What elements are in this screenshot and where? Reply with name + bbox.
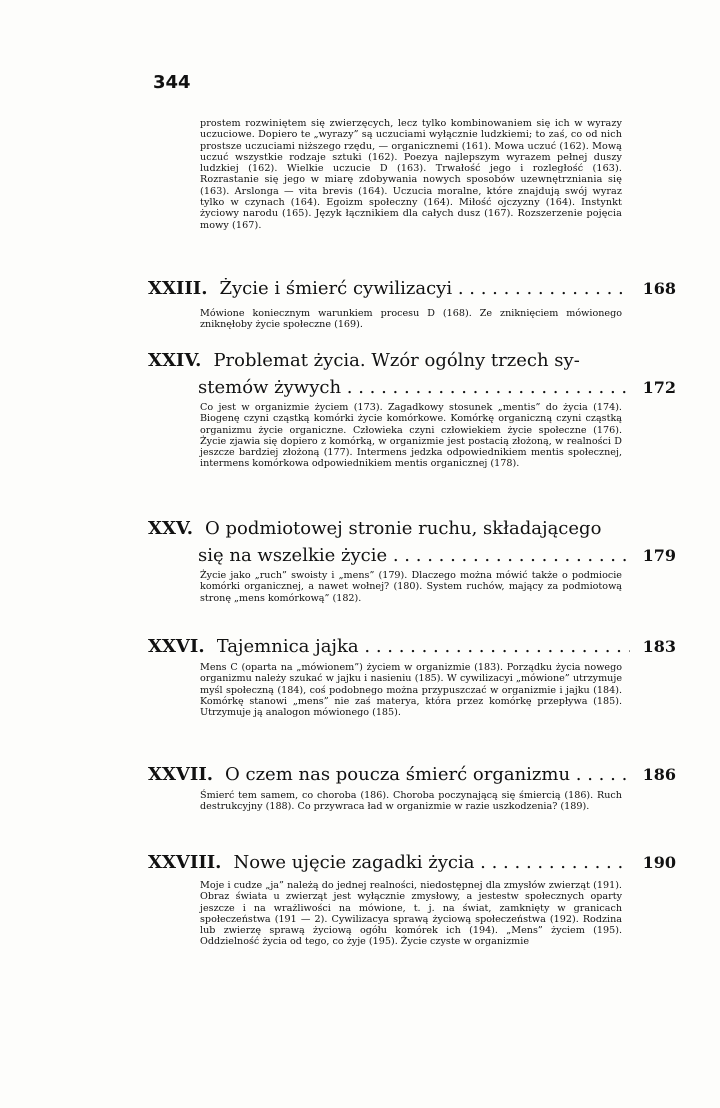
chapter-xxiii — [148, 272, 676, 299]
chapter-title-line2: stemów żywych . . . — [198, 377, 630, 398]
chapter-xxviii-summary: Moje i cudze „ja” należą do jednej realności, niedostępnej dla zmysłów zwierząt (191). Obraz świata u zwierząt jest wyłącznie zmysłowy, a jestestw społecznych oparty jeszcze i na wrażliwości na mówione, t. j. na świat, zamknięty w granicach społeczeństwa (191 — 2). Cywilizacya sprawą życiową społeczeństwa (192). Rodzina lub zwierzę sprawą życiową ogółu komórek ich (194). „Mens” życiem (195). Oddzielność życia od tego, co żyje (195). Życie czyste w organizmie — [200, 880, 622, 948]
chapter-title: O podmiotowej stronie ruchu, składającego — [205, 518, 602, 539]
chapter-xxiv — [148, 350, 676, 398]
intro-paragraph: prostem rozwiniętem się zwierzęcych, lecz tylko kombinowaniem się ich w wyrazy uczuciowe. Dopiero te „wyrazy” są uczuciami wyłącznie ludzkiemi; to zaś, co od nich prostsze uczuciami niższego rzędu, — organicznemi (161). Mowa uczuć (162). Mową uczuć wszystkie rodzaje sztuki (162). Poezya najlepszym wyrazem pełnej duszy ludzkiej (162). Wielkie uczucie D (163). Trwałość jego i rozległość (163). Rozrastanie się jego w miarę zdobywania nowych sposobów uzewnętrzniania się (163). Arslonga — vita brevis (164). Uczucia moralne, które znajdują swój wyraz tylko w czynach (164). Egoizm społeczny (164). Miłość ojczyzny (164). Instynkt życiowy narodu (165). Język łącznikiem dla całych dusz (167). Rozszerzenie pojęcia mowy (167). — [200, 118, 622, 231]
chapter-xxvii-summary: Śmierć tem samem, co choroba (186). Choroba poczynającą się śmiercią (186). Ruch destrukcyjny (188). Co przywraca ład w organizmie w razie uszkodzenia? (189). — [200, 790, 622, 813]
chapter-title: Życie i śmierć cywilizacyi . . . — [219, 278, 630, 299]
chapter-xxv-summary: Życie jako „ruch” swoisty i „mens” (179). Dlaczego można mówić także o podmiocie komórki organicznej, a nawet wołnej? (180). System ruchów, mający za podmiotową stronę „mens komórkową” (182). — [200, 570, 622, 604]
chapter-xxiii-summary: Mówione koniecznym warunkiem procesu D (168). Ze zniknięciem mówionego zniknęłoby życie społeczne (169). — [200, 308, 622, 331]
chapter-title: O czem nas poucza śmierć organizmu . . . — [225, 764, 630, 785]
chapter-xxiv-summary: Co jest w organizmie życiem (173). Zagadkowy stosunek „mentis” do życia (174). Biogenę czyni cząstką komórki życie komórkowe. Komórkę organiczną czyni cząstką organizmu życie organiczne. Człowieka czyni człowiekiem życie społeczne (176). Życie zjawia się dopiero z komórką, w organizmie jest postacią złożoną, w realności D jeszcze bardziej złożoną (177). Intermens jedzka odpowiednikiem mentis społecznej, intermens komórkowa odpowiednikiem mentis organicznej (178). — [200, 402, 622, 470]
chapter-numeral: XXVIII. — [148, 852, 222, 873]
chapter-numeral: XXIII. — [148, 278, 208, 299]
chapter-page: 172 — [642, 378, 676, 397]
chapter-page: 186 — [642, 765, 676, 784]
chapter-title-line2: się na wszelkie życie . . . — [198, 545, 630, 566]
chapter-page: 190 — [642, 853, 676, 872]
chapter-numeral: XXVI. — [148, 636, 205, 657]
chapter-numeral: XXV. — [148, 518, 194, 539]
chapter-xxv — [148, 518, 676, 566]
chapter-numeral: XXVII. — [148, 764, 214, 785]
chapter-title: Nowe ujęcie zagadki życia . . . — [233, 852, 630, 873]
chapter-xxviii — [148, 846, 676, 873]
chapter-title: Problemat życia. Wzór ogólny trzech sy- — [213, 350, 580, 371]
chapter-xxvi — [148, 630, 676, 657]
chapter-numeral: XXIV. — [148, 350, 202, 371]
chapter-page: 179 — [642, 546, 676, 565]
chapter-page: 183 — [642, 637, 676, 656]
chapter-page: 168 — [642, 279, 676, 298]
chapter-xxvi-summary: Mens C (oparta na „mówionem”) życiem w organizmie (183). Porządku życia nowego organizmu należy szukać w jajku i nasieniu (185). W cywilizacyi „mówione” utrzymuje myśl społeczną (184), coś podobnego można przypuszczać w organizmie i jajku (184). Komórkę stanowi „mens” nie zaś materya, która przez komórkę przepływa (185). Utrzymuje ją analogon mówionego (185). — [200, 662, 622, 719]
page-number: 344 — [153, 72, 191, 93]
chapter-title: Tajemnica jajka . . . — [217, 636, 630, 657]
chapter-xxvii — [148, 758, 676, 785]
